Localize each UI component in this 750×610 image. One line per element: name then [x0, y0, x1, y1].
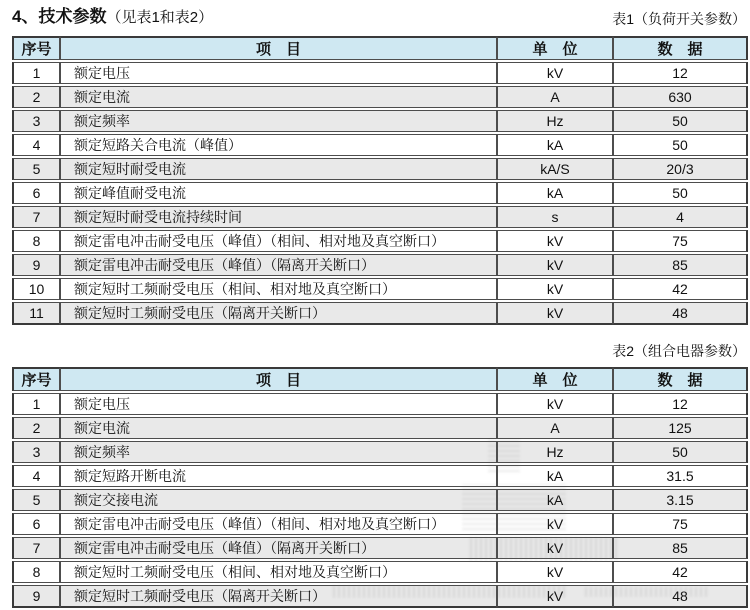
table-row [12, 417, 748, 439]
cell-seq: 7 [12, 537, 60, 559]
cell-item: 额定电流 [60, 417, 497, 439]
cell-value: 50 [613, 182, 748, 204]
column-header-value: 数 据 [613, 36, 748, 60]
column-header-unit: 单 位 [497, 36, 613, 60]
cell-item: 额定频率 [60, 110, 497, 132]
cell-item: 额定电压 [60, 393, 497, 415]
table-row [12, 302, 748, 325]
cell-unit: s [497, 206, 613, 228]
cell-seq: 11 [12, 302, 60, 325]
cell-unit: kV [497, 254, 613, 276]
cell-seq: 3 [12, 441, 60, 463]
cell-value: 85 [613, 537, 748, 559]
cell-seq: 8 [12, 561, 60, 583]
table-row [12, 86, 748, 108]
cell-unit: kA [497, 182, 613, 204]
cell-unit: kA [497, 489, 613, 511]
header-row [12, 36, 748, 60]
cell-seq: 3 [12, 110, 60, 132]
cell-seq: 4 [12, 465, 60, 487]
cell-seq: 4 [12, 134, 60, 156]
cell-value: 48 [613, 585, 748, 608]
table-row [12, 206, 748, 228]
cell-unit: Hz [497, 441, 613, 463]
table2-caption: 表2（组合电器参数） [612, 343, 746, 359]
column-header-seq: 序号 [12, 36, 60, 60]
cell-seq: 2 [12, 417, 60, 439]
cell-value: 50 [613, 134, 748, 156]
cell-item: 额定频率 [60, 441, 497, 463]
table-row [12, 489, 748, 511]
cell-value: 48 [613, 302, 748, 325]
cell-item: 额定雷电冲击耐受电压（峰值）（隔离开关断口） [60, 537, 497, 559]
table-row [12, 561, 748, 583]
cell-value: 12 [613, 62, 748, 84]
cell-item: 额定电压 [60, 62, 497, 84]
cell-unit: kV [497, 230, 613, 252]
column-header-item: 项 目 [60, 367, 497, 391]
cell-seq: 1 [12, 393, 60, 415]
table1-caption: 表1（负荷开关参数） [612, 11, 746, 27]
cell-item: 额定雷电冲击耐受电压（峰值）（相间、相对地及真空断口） [60, 513, 497, 535]
column-header-unit: 单 位 [497, 367, 613, 391]
cell-seq: 2 [12, 86, 60, 108]
cell-value: 50 [613, 441, 748, 463]
section-number-title: 4、技术参数 [12, 7, 107, 26]
cell-unit: kV [497, 62, 613, 84]
cell-seq: 8 [12, 230, 60, 252]
table-load-switch-params [12, 34, 748, 327]
cell-item: 额定短路开断电流 [60, 465, 497, 487]
table-row [12, 278, 748, 300]
table-combined-apparatus-params [12, 365, 748, 610]
cell-seq: 5 [12, 489, 60, 511]
cell-value: 4 [613, 206, 748, 228]
cell-value: 31.5 [613, 465, 748, 487]
table-row [12, 441, 748, 463]
cell-item: 额定短时工频耐受电压（隔离开关断口） [60, 585, 497, 608]
table-row [12, 110, 748, 132]
cell-unit: A [497, 86, 613, 108]
cell-unit: kV [497, 537, 613, 559]
cell-item: 额定短时工频耐受电压（相间、相对地及真空断口） [60, 278, 497, 300]
cell-seq: 6 [12, 513, 60, 535]
cell-unit: kV [497, 585, 613, 608]
table-row [12, 585, 748, 608]
cell-item: 额定短时耐受电流 [60, 158, 497, 180]
cell-unit: kA [497, 134, 613, 156]
cell-seq: 5 [12, 158, 60, 180]
title-row [12, 7, 748, 34]
table-row [12, 134, 748, 156]
cell-item: 额定短时工频耐受电压（隔离开关断口） [60, 302, 497, 325]
cell-unit: kV [497, 513, 613, 535]
cell-seq: 1 [12, 62, 60, 84]
cell-value: 3.15 [613, 489, 748, 511]
cell-seq: 6 [12, 182, 60, 204]
cell-item: 额定短时工频耐受电压（相间、相对地及真空断口） [60, 561, 497, 583]
page-title [12, 7, 213, 28]
cell-value: 125 [613, 417, 748, 439]
cell-seq: 9 [12, 585, 60, 608]
cell-item: 额定峰值耐受电流 [60, 182, 497, 204]
cell-unit: kA [497, 465, 613, 487]
cell-unit: kV [497, 561, 613, 583]
cell-unit: A [497, 417, 613, 439]
cell-unit: kV [497, 393, 613, 415]
cell-item: 额定雷电冲击耐受电压（峰值）（隔离开关断口） [60, 254, 497, 276]
table-row [12, 537, 748, 559]
cell-value: 42 [613, 561, 748, 583]
cell-item: 额定短时耐受电流持续时间 [60, 206, 497, 228]
cell-value: 85 [613, 254, 748, 276]
cell-unit: kV [497, 278, 613, 300]
cell-seq: 7 [12, 206, 60, 228]
cell-seq: 9 [12, 254, 60, 276]
cell-value: 20/3 [613, 158, 748, 180]
column-header-value: 数 据 [613, 367, 748, 391]
cell-value: 75 [613, 513, 748, 535]
cell-unit: Hz [497, 110, 613, 132]
table-row [12, 230, 748, 252]
cell-value: 630 [613, 86, 748, 108]
cell-value: 50 [613, 110, 748, 132]
column-header-seq: 序号 [12, 367, 60, 391]
cell-value: 75 [613, 230, 748, 252]
table-row [12, 393, 748, 415]
cell-seq: 10 [12, 278, 60, 300]
section-title-note: （见表1和表2） [106, 9, 214, 26]
cell-item: 额定短路关合电流（峰值） [60, 134, 497, 156]
table-row [12, 158, 748, 180]
cell-value: 42 [613, 278, 748, 300]
cell-item: 额定雷电冲击耐受电压（峰值）（相间、相对地及真空断口） [60, 230, 497, 252]
cell-value: 12 [613, 393, 748, 415]
table-row [12, 465, 748, 487]
cell-item: 额定交接电流 [60, 489, 497, 511]
table-row [12, 182, 748, 204]
table-row [12, 62, 748, 84]
table-row [12, 513, 748, 535]
header-row [12, 367, 748, 391]
column-header-item: 项 目 [60, 36, 497, 60]
cell-item: 额定电流 [60, 86, 497, 108]
table-row [12, 254, 748, 276]
cell-unit: kA/S [497, 158, 613, 180]
cell-unit: kV [497, 302, 613, 325]
